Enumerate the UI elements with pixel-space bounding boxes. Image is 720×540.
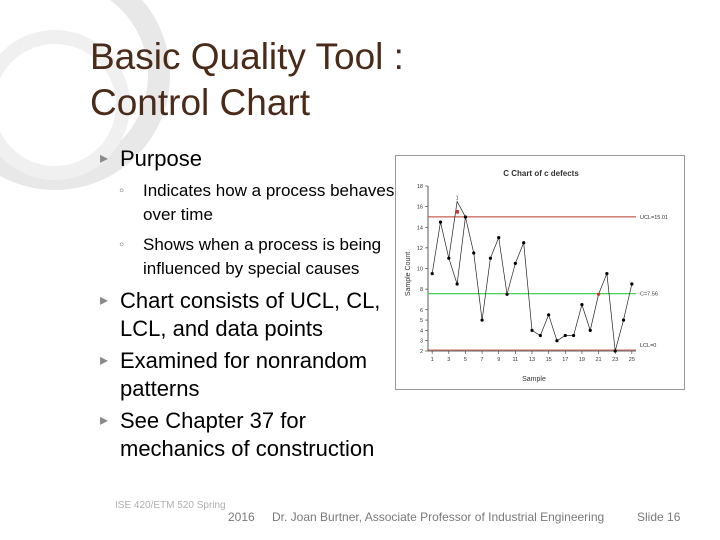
y-tick-label: 6 <box>419 307 423 314</box>
data-point <box>614 349 617 352</box>
data-point <box>597 293 600 296</box>
bullet-icon: ▸ <box>100 292 109 309</box>
y-tick-label: 3 <box>419 338 423 345</box>
footer-author: Dr. Joan Burtner, Associate Professor of Industrial Engineering <box>272 510 605 524</box>
x-tick-label: 21 <box>595 357 602 363</box>
footer-year: 2016 <box>228 510 255 524</box>
data-point <box>489 257 492 260</box>
data-point <box>522 241 525 244</box>
sub-bullet-2-text: Shows when a process is being influenced by special causes <box>143 235 382 278</box>
sub-bullet-icon: ◦ <box>119 182 125 199</box>
y-tick-label: 8 <box>419 287 423 294</box>
cl-label: C=7.56 <box>640 291 658 298</box>
bullet-list <box>100 145 400 467</box>
out-of-control-point <box>455 210 459 214</box>
y-tick-label: 10 <box>416 266 423 273</box>
control-chart <box>396 156 684 389</box>
bullet-examined <box>100 347 400 403</box>
data-point <box>480 318 483 321</box>
x-tick-label: 15 <box>545 357 552 363</box>
slide-number: Slide 16 <box>637 510 681 524</box>
y-tick-label: 12 <box>416 245 423 252</box>
data-point <box>539 334 542 337</box>
data-point <box>431 272 434 275</box>
sub-bullet-1 <box>100 179 400 227</box>
data-point <box>630 282 633 285</box>
data-point <box>497 236 500 239</box>
bullet-icon: ▸ <box>100 150 109 167</box>
y-tick-label: 18 <box>416 184 423 190</box>
lcl-label: LCL=0 <box>640 343 657 349</box>
x-axis-label: Sample <box>522 376 546 383</box>
y-tick-label: 2 <box>419 349 423 355</box>
x-tick-label: 25 <box>628 357 635 363</box>
data-point <box>447 257 450 260</box>
bullet-purpose <box>100 145 400 173</box>
slide-title <box>90 34 510 126</box>
y-tick-label: 5 <box>419 318 423 325</box>
data-point <box>572 334 575 337</box>
x-tick-label: 17 <box>562 357 569 363</box>
bullet-icon: ▸ <box>100 412 109 429</box>
ucl-label: UCL=15.01 <box>640 214 668 221</box>
sub-bullet-2 <box>100 233 400 281</box>
x-tick-label: 9 <box>497 357 501 363</box>
bullet-purpose-text: Purpose <box>120 146 202 171</box>
out-of-control-marker: 1 <box>455 195 459 202</box>
x-tick-label: 23 <box>612 357 619 363</box>
bullet-examined-text: Examined for nonrandom patterns <box>120 348 368 401</box>
y-axis-label: Sample Count <box>405 251 412 297</box>
x-tick-label: 5 <box>463 357 467 363</box>
bullet-icon: ▸ <box>100 352 109 369</box>
x-tick-label: 3 <box>447 357 451 363</box>
course-label: ISE 420/ETM 520 Spring <box>115 500 226 511</box>
data-point <box>589 329 592 332</box>
data-point <box>580 303 583 306</box>
x-tick-label: 11 <box>512 357 519 363</box>
data-point <box>505 293 508 296</box>
bullet-see-chapter <box>100 407 400 463</box>
out-of-control-segment <box>449 201 466 258</box>
bullet-chart-consists <box>100 287 400 343</box>
data-point <box>514 262 517 265</box>
chart-title: C Chart of c defects <box>503 169 579 178</box>
title-line-2: Control Chart <box>90 82 311 123</box>
bullet-chart-consists-text: Chart consists of UCL, CL, LCL, and data points <box>120 288 381 341</box>
x-tick-label: 7 <box>480 357 484 363</box>
data-point <box>564 334 567 337</box>
data-point <box>605 272 608 275</box>
title-line-1: Basic Quality Tool : <box>90 36 404 77</box>
x-tick-label: 19 <box>578 357 585 363</box>
control-chart-panel <box>395 155 685 390</box>
x-tick-label: 1 <box>430 357 434 363</box>
y-tick-label: 16 <box>416 204 423 211</box>
data-point <box>547 313 550 316</box>
y-tick-label: 14 <box>416 225 423 232</box>
y-tick-label: 4 <box>419 328 423 335</box>
sub-bullet-icon: ◦ <box>119 236 125 253</box>
x-tick-label: 13 <box>528 357 536 363</box>
bullet-see-chapter-text: See Chapter 37 for mechanics of construction <box>120 408 375 461</box>
data-point <box>464 215 467 218</box>
data-point <box>530 329 533 332</box>
data-point <box>439 220 442 223</box>
data-point <box>456 282 459 285</box>
data-point <box>555 339 558 342</box>
sub-bullet-1-text: Indicates how a process behaves over time <box>143 181 395 224</box>
data-point <box>472 251 475 254</box>
data-point <box>622 318 625 321</box>
